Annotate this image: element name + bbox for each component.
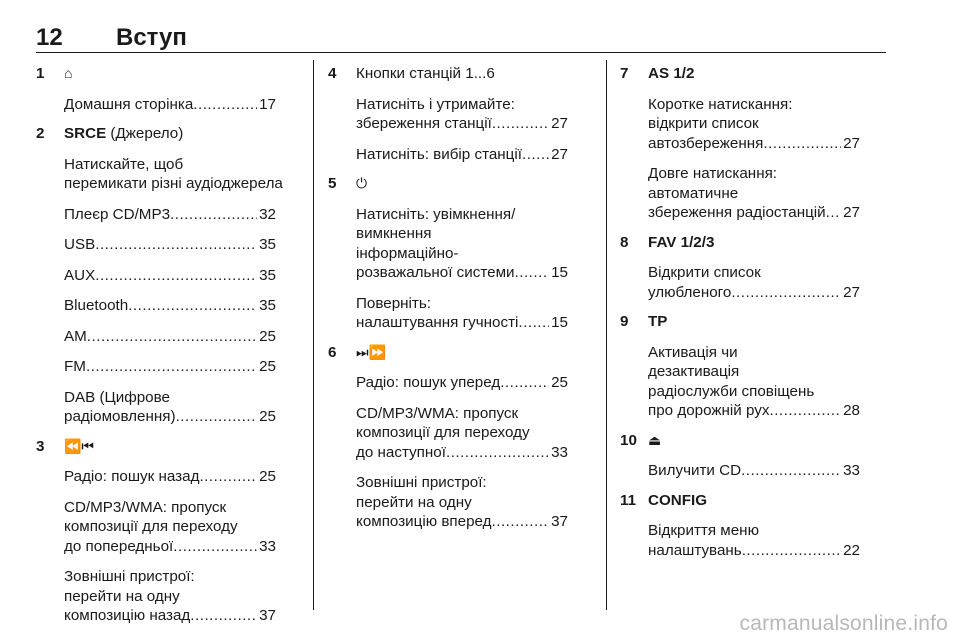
index-entry (648, 263, 860, 302)
index-entry (356, 145, 568, 165)
page-reference[interactable]: 27 (843, 134, 860, 152)
home-icon: ⌂ (64, 65, 73, 81)
index-entry (64, 498, 276, 557)
entry-last-line (64, 327, 276, 347)
dot-leader (769, 401, 841, 421)
index-entry (64, 296, 276, 316)
dot-leader (731, 283, 841, 303)
entry-last-line (356, 512, 568, 532)
control-name: TP (648, 313, 668, 330)
entry-text: Зовнішні пристрої: (356, 474, 487, 491)
list-item (328, 64, 568, 164)
entry-text: налаштувань (648, 541, 742, 559)
entry-text: налаштування гучності (356, 314, 519, 331)
dot-leader (193, 95, 257, 115)
entry-last-line (356, 443, 568, 463)
control-name: AS 1/2 (648, 65, 695, 82)
dot-leader (522, 145, 549, 165)
entry-last-line (356, 263, 568, 283)
entry-text: USB (64, 236, 96, 253)
item-label (648, 491, 860, 511)
index-entry (64, 567, 276, 626)
page-reference[interactable]: 32 (259, 205, 276, 223)
control-name: Кнопки станцій 1...6 (356, 65, 495, 82)
index-entry (64, 235, 276, 255)
dot-leader (492, 114, 549, 134)
column-divider (606, 60, 607, 610)
item-number: 5 (328, 175, 337, 192)
entry-text: Натискайте, щоб (64, 155, 184, 173)
index-entry (356, 473, 568, 532)
item-number: 2 (36, 125, 45, 142)
entry-text: композицію вперед (356, 513, 492, 530)
item-label (64, 124, 276, 144)
dot-leader (176, 407, 258, 427)
dot-leader (741, 461, 841, 481)
page-reference[interactable]: 35 (259, 236, 276, 253)
item-label (648, 312, 860, 332)
list-item (620, 312, 860, 421)
entry-last-line (64, 95, 276, 115)
dot-leader (170, 205, 257, 225)
list-item (328, 343, 568, 532)
entry-last-line (64, 467, 276, 487)
entry-last-line (64, 266, 276, 286)
entry-last-line (648, 203, 860, 223)
entry-text: розважальної системи (356, 264, 515, 281)
entry-text: AM (64, 327, 87, 345)
page-reference[interactable]: 28 (843, 402, 860, 419)
page-reference[interactable]: 22 (843, 541, 860, 559)
entry-text: Радіо: пошук уперед (356, 374, 501, 391)
dot-leader (95, 266, 257, 286)
seek-back-icon: ⏪⏮ (64, 437, 95, 454)
list-item (36, 64, 276, 114)
watermark: carmanualsonline.info (739, 612, 948, 635)
entry-text: збереження станції (356, 115, 492, 132)
index-entry (64, 266, 276, 286)
entry-text: автоматичне (648, 184, 739, 202)
index-entry (64, 467, 276, 487)
entry-text: Bluetooth (64, 297, 129, 314)
list-item (36, 124, 283, 427)
entry-text: Довге натискання: (648, 165, 778, 182)
entry-text: Відкрити список (648, 264, 761, 281)
dot-leader (742, 541, 841, 561)
dot-leader (763, 134, 841, 154)
power-icon: ⏻ (356, 175, 368, 191)
entry-text: DAB (Цифрове (64, 388, 170, 406)
dot-leader (190, 606, 257, 626)
list-item (620, 233, 860, 303)
item-label (356, 64, 568, 84)
index-entry (648, 164, 860, 223)
page-reference[interactable]: 27 (551, 115, 568, 132)
entry-text: про дорожній рух (648, 402, 770, 419)
entry-text: композицію назад (64, 607, 191, 624)
index-entry (64, 327, 276, 347)
page-reference[interactable]: 37 (259, 607, 276, 624)
item-number: 7 (620, 65, 629, 82)
dot-leader (128, 296, 257, 316)
page-reference[interactable]: 35 (259, 297, 276, 314)
index-entry (64, 388, 276, 427)
index-entry (648, 461, 860, 481)
page-reference[interactable]: 27 (843, 283, 860, 301)
list-item (328, 174, 568, 333)
page-reference[interactable]: 25 (551, 374, 568, 391)
entry-last-line (356, 373, 568, 393)
entry-text: перейти на одну (356, 493, 472, 511)
entry-text: Натисніть і утримайте: (356, 95, 515, 113)
entry-text: Натисніть: вибір станції (356, 145, 522, 163)
page-title: Вступ (116, 24, 187, 51)
entry-last-line (64, 606, 276, 626)
dot-leader (518, 313, 549, 333)
page-reference[interactable]: 33 (259, 537, 276, 555)
entry-last-line (648, 461, 860, 481)
item-label (648, 233, 860, 253)
item-number: 11 (620, 491, 637, 509)
index-entry (648, 343, 860, 421)
index-entry (356, 95, 568, 134)
page-reference[interactable]: 27 (843, 204, 860, 221)
entry-last-line (648, 541, 860, 561)
entry-last-line (356, 145, 568, 165)
dot-leader (87, 327, 257, 347)
entry-last-line (64, 205, 276, 225)
item-label (64, 437, 276, 457)
entry-text: композиції для переходу (356, 424, 530, 441)
control-name: CONFIG (648, 491, 708, 509)
dot-leader (173, 537, 257, 557)
index-entry (648, 95, 860, 154)
entry-text: автозбереження (648, 134, 764, 152)
dot-leader (86, 357, 257, 377)
item-label (648, 64, 860, 84)
page-reference[interactable]: 27 (551, 145, 568, 163)
column-1 (36, 64, 283, 636)
entry-text: дезактивація (648, 363, 740, 380)
index-entry (356, 404, 568, 463)
page-reference[interactable]: 15 (551, 264, 568, 281)
entry-text: композиції для переходу (64, 518, 238, 535)
page-reference[interactable]: 37 (551, 513, 568, 530)
column-divider (313, 60, 314, 610)
index-entry (64, 95, 276, 115)
page-reference[interactable]: 33 (843, 462, 860, 479)
entry-last-line (64, 357, 276, 377)
control-name-suffix: (Джерело) (106, 125, 184, 142)
entry-text: до наступної (356, 443, 446, 461)
entry-text: Вилучити CD (648, 462, 742, 479)
page-header (36, 20, 886, 53)
index-entry (64, 205, 276, 225)
entry-text: вимкнення (356, 225, 432, 242)
entry-last-line (648, 401, 860, 421)
entry-last-line (64, 296, 276, 316)
item-label (356, 343, 568, 363)
entry-text: AUX (64, 266, 96, 284)
dot-leader (199, 467, 257, 487)
entry-last-line (648, 134, 860, 154)
control-name: FAV 1/2/3 (648, 233, 715, 251)
control-name: SRCE (64, 125, 107, 142)
page-reference[interactable]: 25 (259, 327, 276, 345)
entry-text: CD/MP3/WMA: пропуск (64, 498, 227, 516)
entry-text: відкрити список (648, 115, 759, 132)
entry-last-line (64, 174, 283, 194)
entry-text: Поверніть: (356, 294, 432, 312)
dot-leader (95, 235, 257, 255)
index-entry (64, 357, 276, 377)
entry-text: Радіо: пошук назад (64, 468, 200, 485)
entry-text: Натисніть: увімкнення/ (356, 205, 516, 223)
item-number: 9 (620, 313, 629, 330)
entry-text: CD/MP3/WMA: пропуск (356, 404, 519, 422)
entry-text: збереження радіостанцій (648, 204, 826, 221)
entry-text: FM (64, 358, 86, 375)
page-reference[interactable]: 33 (551, 443, 568, 461)
dot-leader (492, 512, 550, 532)
index-entry (356, 205, 568, 283)
page-reference[interactable]: 25 (259, 408, 276, 425)
entry-text: радіомовлення) (64, 408, 176, 425)
dot-leader (500, 373, 549, 393)
entry-last-line (356, 313, 568, 333)
page-number: 12 (36, 24, 63, 51)
entry-text: радіослужби сповіщень (648, 382, 815, 400)
item-number: 6 (328, 343, 337, 361)
item-label (648, 431, 860, 451)
entry-text: перейти на одну (64, 587, 180, 605)
entry-last-line (64, 235, 276, 255)
eject-icon: ⏏ (648, 431, 662, 448)
page-reference[interactable]: 25 (259, 468, 276, 485)
entry-text: до попередньої (64, 537, 174, 555)
item-label (356, 174, 568, 194)
page-reference[interactable]: 25 (259, 358, 276, 375)
entry-text: Відкриття меню (648, 522, 759, 539)
list-item (36, 437, 276, 626)
item-number: 1 (36, 65, 45, 82)
entry-text: Домашня сторінка (64, 95, 194, 113)
item-label (64, 64, 276, 84)
item-number: 8 (620, 233, 629, 251)
entry-last-line (648, 283, 860, 303)
entry-text: інформаційно- (356, 244, 459, 262)
entry-text: Плеєр CD/MP3 (64, 205, 171, 223)
list-item (620, 431, 860, 481)
index-entry (356, 294, 568, 333)
column-2 (328, 64, 568, 542)
dot-leader (446, 443, 549, 463)
entry-text: Коротке натискання: (648, 95, 793, 113)
entry-text: Зовнішні пристрої: (64, 568, 195, 585)
index-entry (64, 155, 283, 194)
page-reference[interactable]: 15 (551, 314, 568, 331)
entry-text: перемикати різні аудіоджерела (64, 175, 283, 192)
column-3 (620, 64, 860, 570)
entry-last-line (64, 537, 276, 557)
page-reference[interactable]: 17 (259, 95, 276, 113)
entry-last-line (64, 407, 276, 427)
index-entry (356, 373, 568, 393)
page-reference[interactable]: 35 (259, 266, 276, 284)
item-number: 10 (620, 431, 637, 449)
list-item (620, 64, 860, 223)
dot-leader (826, 203, 841, 223)
item-number: 3 (36, 437, 45, 455)
list-item (620, 491, 860, 561)
seek-forward-icon: ⏭⏩ (356, 343, 387, 360)
entry-text: улюбленого (648, 283, 732, 301)
entry-last-line (356, 114, 568, 134)
item-number: 4 (328, 65, 337, 82)
dot-leader (515, 263, 550, 283)
entry-text: Активація чи (648, 343, 738, 361)
index-entry (648, 521, 860, 560)
